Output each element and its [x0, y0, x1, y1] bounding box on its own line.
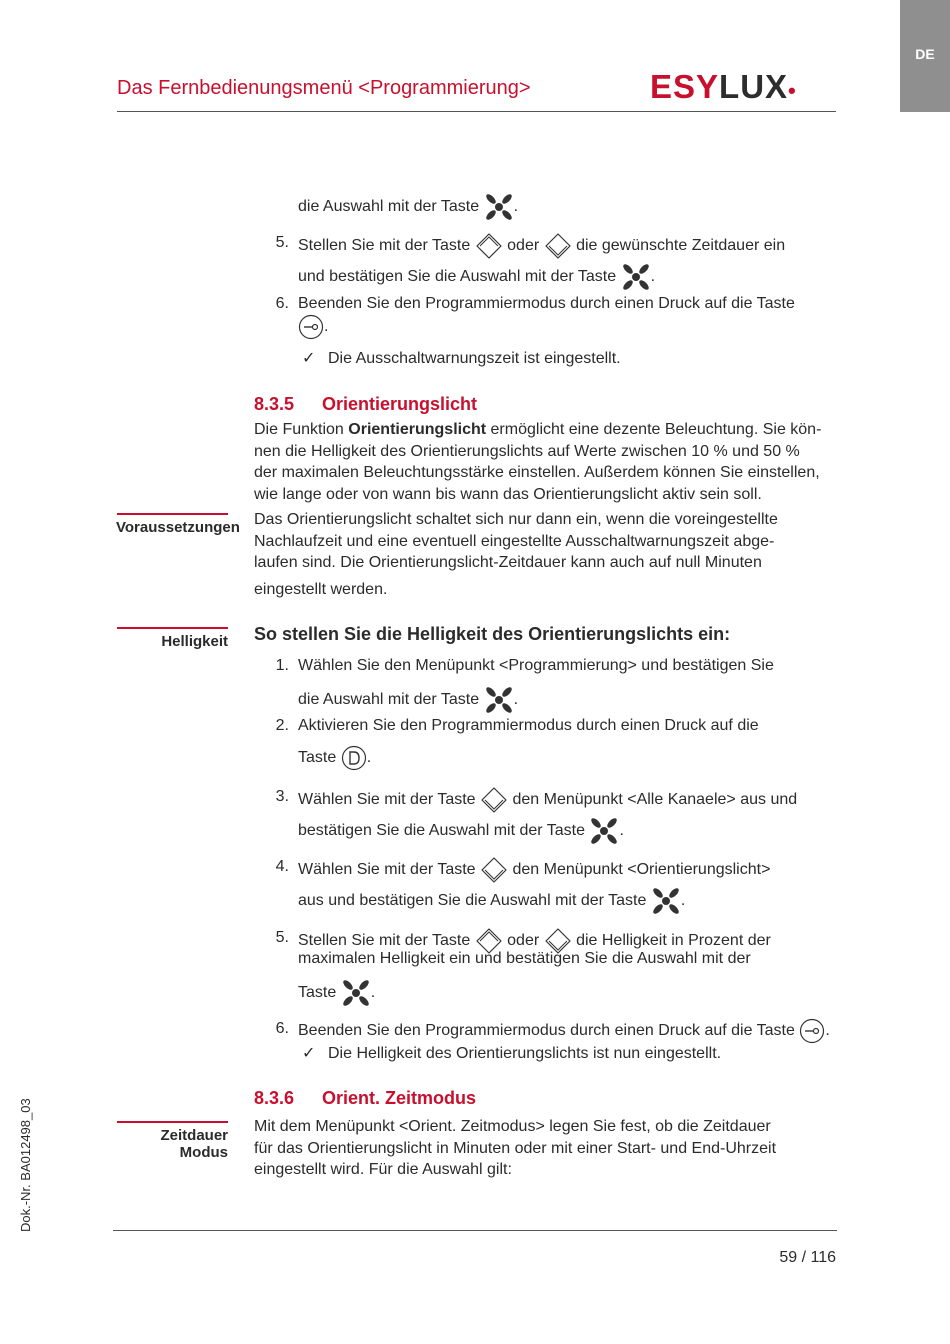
intro-line: der maximalen Beleuchtungsstärke einstellen. Außerdem können Sie einstellen, — [254, 464, 820, 481]
step-number: 5. — [275, 234, 289, 251]
brand-logo — [650, 68, 797, 106]
period: . — [825, 1022, 830, 1040]
section-heading-835 — [254, 394, 477, 415]
key-button-icon — [799, 1018, 825, 1044]
result-text: Die Ausschaltwarnungszeit ist eingestellt. — [328, 350, 621, 367]
ok-button-icon — [484, 192, 514, 222]
step3-line2 — [298, 816, 624, 846]
step-number: 6. — [275, 295, 289, 312]
header-divider — [117, 111, 836, 112]
step-text: den Menüpunkt <Orientierungslicht> — [512, 861, 771, 879]
step-text: oder — [507, 932, 540, 950]
check-icon: ✓ — [302, 1045, 316, 1062]
step-number: 6. — [275, 1020, 289, 1037]
step-text: Stellen Sie mit der Taste — [298, 932, 471, 950]
step4-continuation — [298, 192, 518, 222]
step5-line2 — [298, 262, 655, 292]
period: . — [513, 198, 519, 216]
para-line: Mit dem Menüpunkt <Orient. Zeitmodus> legen Sie fest, ob die Zeitdauer — [254, 1118, 771, 1135]
requirements-paragraph — [254, 509, 839, 600]
side-label-time-mode: Zeitdauer Modus — [160, 1127, 228, 1161]
check-icon: ✓ — [302, 350, 316, 367]
step-text: aus und bestätigen Sie die Auswahl mit der Taste — [298, 892, 647, 910]
language-tab-label: DE — [915, 46, 935, 62]
step-text: Wählen Sie mit der Taste — [298, 791, 476, 809]
step-number: 4. — [275, 858, 289, 875]
logo-esy: ESY — [650, 68, 720, 105]
intro-bold: Orientierungslicht — [348, 421, 487, 438]
step-text: den Menüpunkt <Alle Kanaele> aus und — [512, 791, 798, 809]
step-text: bestätigen Sie die Auswahl mit der Taste — [298, 822, 585, 840]
step-number: 1. — [275, 657, 289, 674]
key-button-icon — [298, 314, 324, 340]
period: . — [619, 822, 624, 840]
footer-divider — [113, 1230, 837, 1231]
step4-line1 — [298, 856, 770, 884]
intro-line: wie lange oder von wann bis wann das Orientierungslicht aktiv sein soll. — [254, 485, 762, 503]
step-text: Wählen Sie mit der Taste — [298, 861, 476, 879]
section-title: Orient. Zeitmodus — [322, 1088, 477, 1108]
req-line: Das Orientierungslicht schaltet sich nur dann ein, wenn die voreingestellte — [254, 511, 778, 528]
step2-line1: Aktivieren Sie den Programmiermodus durch einen Druck auf die — [298, 717, 759, 734]
down-arrow-button-icon — [480, 786, 508, 814]
step-text: und bestätigen Sie die Auswahl mit der Taste — [298, 268, 617, 286]
step5-line1 — [298, 232, 785, 260]
req-line: eingestellt werden. — [254, 580, 388, 598]
para-line: für das Orientierungslicht in Minuten oder mit einer Start- und End-Uhrzeit — [254, 1139, 777, 1157]
step-text: die gewünschte Zeitdauer ein — [576, 237, 786, 255]
section-number: 8.3.6 — [254, 1088, 295, 1108]
step6-line2 — [298, 314, 328, 340]
side-divider — [117, 627, 228, 629]
intro-paragraph — [254, 419, 839, 505]
step3-line1 — [298, 786, 797, 814]
period: . — [370, 984, 376, 1002]
step-number: 2. — [275, 717, 289, 734]
d-button-icon — [341, 745, 367, 771]
step6-line1: Beenden Sie den Programmiermodus durch einen Druck auf die Taste — [298, 295, 795, 312]
section-number: 8.3.5 — [254, 394, 295, 414]
ok-button-icon — [621, 262, 651, 292]
side-divider — [117, 1121, 228, 1123]
step-text: Stellen Sie mit der Taste — [298, 237, 471, 255]
step5b-line3 — [298, 978, 375, 1008]
ok-button-icon — [484, 685, 514, 715]
logo-lux: LUX — [719, 68, 789, 105]
step-text: Beenden Sie den Programmiermodus durch einen Druck auf die Taste — [298, 1022, 795, 1040]
intro-pre: Die Funktion — [254, 421, 344, 438]
subheading: So stellen Sie die Helligkeit des Orientierungslichts ein: — [254, 624, 731, 644]
step-text: oder — [507, 237, 540, 255]
side-divider — [117, 513, 228, 515]
page-header-title: Das Fernbedienungsmenü <Programmierung> — [117, 77, 531, 99]
document-number: Dok.-Nr. BA012498_03 — [18, 1098, 33, 1232]
req-line: laufen sind. Die Orientierungslicht-Zeitdauer kann auch auf null Minuten — [254, 554, 762, 571]
result-text: Die Helligkeit des Orientierungslichts ist nun eingestellt. — [328, 1045, 722, 1062]
step-text: die Helligkeit in Prozent der — [576, 932, 771, 950]
ok-button-icon — [589, 816, 619, 846]
side-label-brightness: Helligkeit — [161, 633, 228, 650]
intro-line — [254, 419, 839, 441]
period: . — [324, 318, 329, 336]
step5b-line2: maximalen Helligkeit ein und bestätigen Sie die Auswahl mit der — [298, 950, 751, 967]
step6b-line1 — [298, 1018, 830, 1044]
page-number: 59 / 116 — [779, 1249, 836, 1266]
intro-post: ermöglicht eine dezente Beleuchtung. Sie kön- — [490, 421, 822, 438]
step-text: die Auswahl mit der Taste — [298, 691, 480, 709]
step4-line2 — [298, 886, 685, 916]
step-text: Taste — [298, 984, 337, 1002]
side-label-requirements: Voraussetzungen — [116, 519, 240, 536]
language-tab — [900, 0, 950, 112]
down-arrow-button-icon — [544, 232, 572, 260]
section-title: Orientierungslicht — [322, 394, 478, 414]
step-number: 5. — [275, 929, 289, 946]
step-text: Taste — [298, 749, 337, 767]
period: . — [513, 691, 519, 709]
time-mode-paragraph — [254, 1116, 839, 1181]
step1-line1: Wählen Sie den Menüpunkt <Programmierung> und bestätigen Sie — [298, 657, 774, 674]
para-line: eingestellt wird. Für die Auswahl gilt: — [254, 1161, 512, 1178]
step1-line2 — [298, 685, 518, 715]
period: . — [680, 892, 686, 910]
period: . — [366, 749, 372, 767]
step2-line2 — [298, 745, 371, 771]
ok-button-icon — [341, 978, 371, 1008]
req-line: Nachlaufzeit und eine eventuell eingestellte Ausschaltwarnungszeit abge- — [254, 532, 775, 550]
period: . — [650, 268, 656, 286]
result-line — [302, 1043, 721, 1064]
down-arrow-button-icon — [480, 856, 508, 884]
step-text: die Auswahl mit der Taste — [298, 198, 480, 216]
step-number: 3. — [275, 788, 289, 805]
section-heading-836 — [254, 1088, 476, 1109]
ok-button-icon — [651, 886, 681, 916]
up-arrow-button-icon — [475, 232, 503, 260]
result-line — [302, 348, 621, 369]
intro-line: nen die Helligkeit des Orientierungslichts auf Werte zwischen 10 % und 50 % — [254, 442, 800, 460]
logo-dot: • — [788, 78, 797, 103]
